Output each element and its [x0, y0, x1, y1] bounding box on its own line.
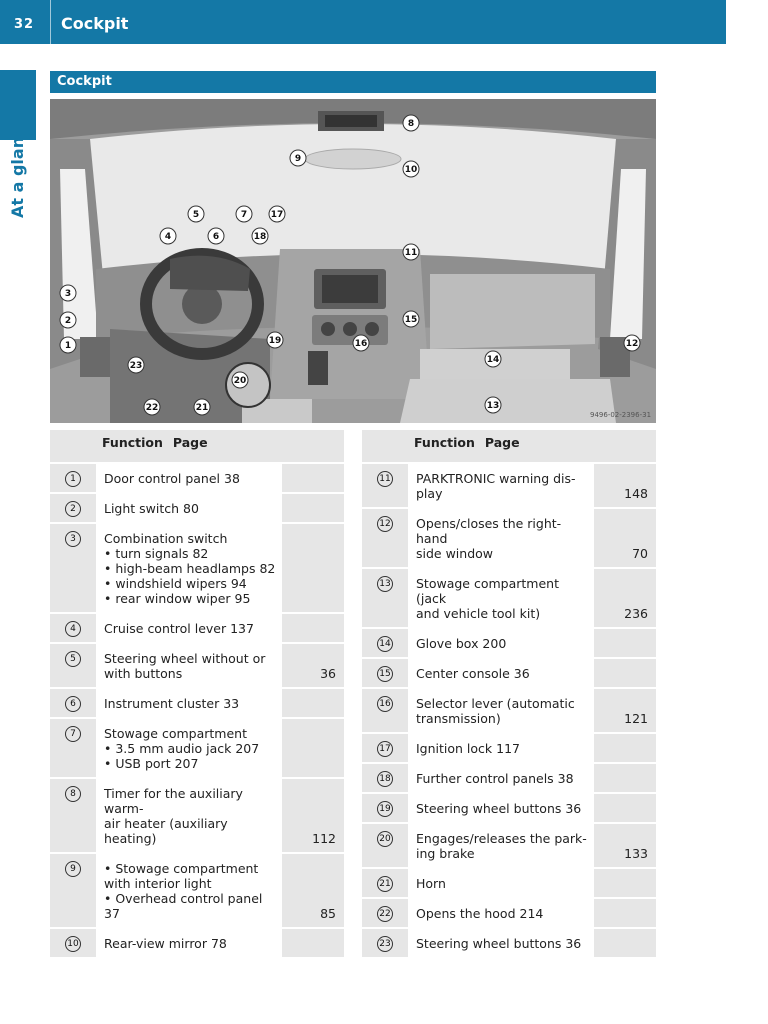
- page-reference: 112: [282, 778, 344, 853]
- description-line: air heater (auxiliary heating): [104, 816, 228, 846]
- svg-text:23: 23: [129, 361, 143, 371]
- description-line: Horn: [416, 876, 446, 891]
- table-row: [362, 568, 656, 628]
- table-header-row: [362, 430, 656, 463]
- description-line: Stowage compartment: [104, 726, 247, 741]
- item-number-badge: 6: [65, 696, 81, 712]
- function-description: [96, 613, 282, 643]
- item-number-badge: 14: [377, 636, 393, 652]
- function-description: [408, 793, 594, 823]
- function-description: [408, 763, 594, 793]
- table-row: [362, 823, 656, 868]
- item-number-badge: 4: [65, 621, 81, 637]
- section-title: Cockpit: [57, 74, 112, 89]
- item-number-badge: 20: [377, 831, 393, 847]
- callout-15: [403, 311, 419, 327]
- description-line: Instrument cluster 33: [104, 696, 240, 711]
- description-line: Selector lever (automatic: [416, 696, 575, 711]
- table-row: [362, 658, 656, 688]
- function-description: [408, 658, 594, 688]
- function-description: [96, 928, 282, 958]
- callout-3: [60, 285, 76, 301]
- svg-text:17: 17: [270, 210, 284, 220]
- page-reference: 133: [594, 823, 656, 868]
- page-reference: [282, 463, 344, 493]
- item-number-badge: 18: [377, 771, 393, 787]
- function-description: [96, 718, 282, 778]
- table-row: [50, 523, 344, 613]
- page-reference: [594, 868, 656, 898]
- item-number-badge: 16: [377, 696, 393, 712]
- table-row: [362, 508, 656, 568]
- description-line: play: [416, 486, 443, 501]
- description-line: Opens the hood 214: [416, 906, 544, 921]
- function-description: [96, 643, 282, 688]
- callout-8: [403, 115, 419, 131]
- description-line: • 3.5 mm audio jack 207: [104, 741, 260, 756]
- function-description: [408, 823, 594, 868]
- svg-text:12: 12: [625, 339, 639, 349]
- item-number-badge: 2: [65, 501, 81, 517]
- table-row: [50, 643, 344, 688]
- item-number-badge: 1: [65, 471, 81, 487]
- item-number-badge: 3: [65, 531, 81, 547]
- callout-7: [236, 206, 252, 222]
- page-reference: [594, 793, 656, 823]
- function-table-left: [50, 430, 344, 959]
- page-reference: [594, 898, 656, 928]
- description-line: Further control panels 38: [416, 771, 574, 786]
- page-reference: [282, 688, 344, 718]
- svg-text:1: 1: [64, 341, 72, 351]
- table-row: [50, 613, 344, 643]
- page-reference: [282, 523, 344, 613]
- page-reference: [282, 928, 344, 958]
- header-function: Function: [414, 435, 475, 450]
- callout-23: [128, 357, 144, 373]
- svg-text:9: 9: [294, 154, 302, 164]
- page-reference: [594, 658, 656, 688]
- function-description: [408, 868, 594, 898]
- description-line: and vehicle tool kit): [416, 606, 541, 621]
- description-line: Rear-view mirror 78: [104, 936, 227, 951]
- item-number-badge: 17: [377, 741, 393, 757]
- page-reference: 236: [594, 568, 656, 628]
- description-line: Steering wheel buttons 36: [416, 801, 582, 816]
- callout-9: [290, 150, 306, 166]
- svg-text:16: 16: [354, 339, 368, 349]
- svg-text:13: 13: [486, 401, 500, 411]
- description-line: • USB port 207: [104, 756, 199, 771]
- function-description: [408, 898, 594, 928]
- callout-5: [188, 206, 204, 222]
- callout-18: [252, 228, 268, 244]
- description-line: Light switch 80: [104, 501, 199, 516]
- function-description: [408, 463, 594, 508]
- item-number-badge: 8: [65, 786, 81, 802]
- header-divider: [50, 0, 51, 44]
- item-number-badge: 13: [377, 576, 393, 592]
- function-description: [96, 463, 282, 493]
- svg-text:15: 15: [404, 315, 418, 325]
- description-line: • windshield wipers 94: [104, 576, 247, 591]
- page-header-bar: [0, 0, 726, 44]
- table-row: [362, 793, 656, 823]
- svg-text:6: 6: [212, 232, 220, 242]
- svg-text:19: 19: [268, 336, 282, 346]
- callout-1: [60, 337, 76, 353]
- table-row: [362, 928, 656, 958]
- description-line: Cruise control lever 137: [104, 621, 254, 636]
- item-number-badge: 21: [377, 876, 393, 892]
- item-number-badge: 22: [377, 906, 393, 922]
- table-row: [362, 688, 656, 733]
- function-description: [408, 688, 594, 733]
- table-row: [362, 868, 656, 898]
- description-line: side window: [416, 546, 494, 561]
- svg-text:4: 4: [164, 232, 172, 242]
- description-line: ing brake: [416, 846, 475, 861]
- item-number-badge: 9: [65, 861, 81, 877]
- description-line: Opens/closes the right-hand: [416, 516, 562, 546]
- svg-text:22: 22: [145, 403, 159, 413]
- table-row: [50, 853, 344, 928]
- svg-text:5: 5: [192, 210, 200, 220]
- header-page: Page: [172, 435, 208, 450]
- svg-text:3: 3: [64, 289, 72, 299]
- section-heading-bar: [50, 71, 656, 93]
- page-reference: 70: [594, 508, 656, 568]
- callout-17: [269, 206, 285, 222]
- description-line: • turn signals 82: [104, 546, 209, 561]
- page-reference: [594, 763, 656, 793]
- page-title: Cockpit: [61, 14, 129, 33]
- item-number-badge: 15: [377, 666, 393, 682]
- function-description: [408, 508, 594, 568]
- item-number-badge: 19: [377, 801, 393, 817]
- page-reference: [282, 613, 344, 643]
- page-number: 32: [14, 17, 35, 32]
- function-description: [408, 733, 594, 763]
- svg-text:8: 8: [407, 119, 415, 129]
- image-code: 9496-02-2396-31: [590, 411, 652, 419]
- description-line: • high-beam headlamps 82: [104, 561, 276, 576]
- description-line: • Overhead control panel 37: [104, 891, 263, 921]
- svg-text:18: 18: [253, 232, 267, 242]
- callout-22: [144, 399, 160, 415]
- table-row: [50, 718, 344, 778]
- svg-text:14: 14: [486, 355, 500, 365]
- page-reference: [282, 493, 344, 523]
- description-line: Center console 36: [416, 666, 530, 681]
- callout-16: [353, 335, 369, 351]
- svg-text:2: 2: [64, 316, 72, 326]
- table-row: [50, 688, 344, 718]
- description-line: Door control panel 38: [104, 471, 240, 486]
- page-reference: 36: [282, 643, 344, 688]
- svg-text:21: 21: [195, 403, 209, 413]
- description-line: • Stowage compartment: [104, 861, 259, 876]
- table-row: [362, 733, 656, 763]
- svg-text:11: 11: [404, 248, 418, 258]
- callout-10: [403, 161, 419, 177]
- function-description: [96, 688, 282, 718]
- function-description: [96, 523, 282, 613]
- description-line: PARKTRONIC warning dis-: [416, 471, 576, 486]
- page-reference: 85: [282, 853, 344, 928]
- callout-6: [208, 228, 224, 244]
- table-header-row: [50, 430, 344, 463]
- callout-4: [160, 228, 176, 244]
- table-row: [50, 493, 344, 523]
- description-line: Engages/releases the park-: [416, 831, 587, 846]
- item-number-badge: 12: [377, 516, 393, 532]
- item-number-badge: 11: [377, 471, 393, 487]
- function-description: [96, 778, 282, 853]
- item-number-badge: 5: [65, 651, 81, 667]
- description-line: Ignition lock 117: [416, 741, 520, 756]
- callout-2: [60, 312, 76, 328]
- page-reference: [282, 718, 344, 778]
- svg-text:7: 7: [240, 210, 248, 220]
- callout-21: [194, 399, 210, 415]
- description-line: Timer for the auxiliary warm-: [104, 786, 243, 816]
- function-description: [96, 853, 282, 928]
- callout-19: [267, 332, 283, 348]
- table-row: [50, 463, 344, 493]
- function-description: [96, 493, 282, 523]
- description-line: transmission): [416, 711, 501, 726]
- callout-12: [624, 335, 640, 351]
- item-number-badge: 7: [65, 726, 81, 742]
- item-number-badge: 10: [65, 936, 81, 952]
- page-reference: [594, 628, 656, 658]
- table-row: [362, 763, 656, 793]
- description-line: Glove box 200: [416, 636, 507, 651]
- item-number-badge: 23: [377, 936, 393, 952]
- description-line: Steering wheel without or: [104, 651, 266, 666]
- table-row: [50, 928, 344, 958]
- callout-20: [232, 372, 248, 388]
- table-row: [362, 463, 656, 508]
- callout-13: [485, 397, 501, 413]
- function-table-right: [362, 430, 656, 959]
- page-reference: 148: [594, 463, 656, 508]
- description-line: Combination switch: [104, 531, 228, 546]
- side-tab-label: At a glanc: [8, 127, 27, 218]
- table-row: [50, 778, 344, 853]
- callout-11: [403, 244, 419, 260]
- cockpit-illustration: [50, 99, 656, 423]
- function-description: [408, 568, 594, 628]
- callout-14: [485, 351, 501, 367]
- function-description: [408, 928, 594, 958]
- table-row: [362, 898, 656, 928]
- header-page: Page: [484, 435, 520, 450]
- page-reference: 121: [594, 688, 656, 733]
- description-line: Stowage compartment (jack: [416, 576, 559, 606]
- description-line: with buttons: [104, 666, 183, 681]
- description-line: with interior light: [104, 876, 212, 891]
- function-description: [408, 628, 594, 658]
- description-line: • rear window wiper 95: [104, 591, 251, 606]
- page-reference: [594, 928, 656, 958]
- table-row: [362, 628, 656, 658]
- header-function: Function: [102, 435, 163, 450]
- svg-text:10: 10: [404, 165, 418, 175]
- description-line: Steering wheel buttons 36: [416, 936, 582, 951]
- page-reference: [594, 733, 656, 763]
- svg-text:20: 20: [233, 376, 247, 386]
